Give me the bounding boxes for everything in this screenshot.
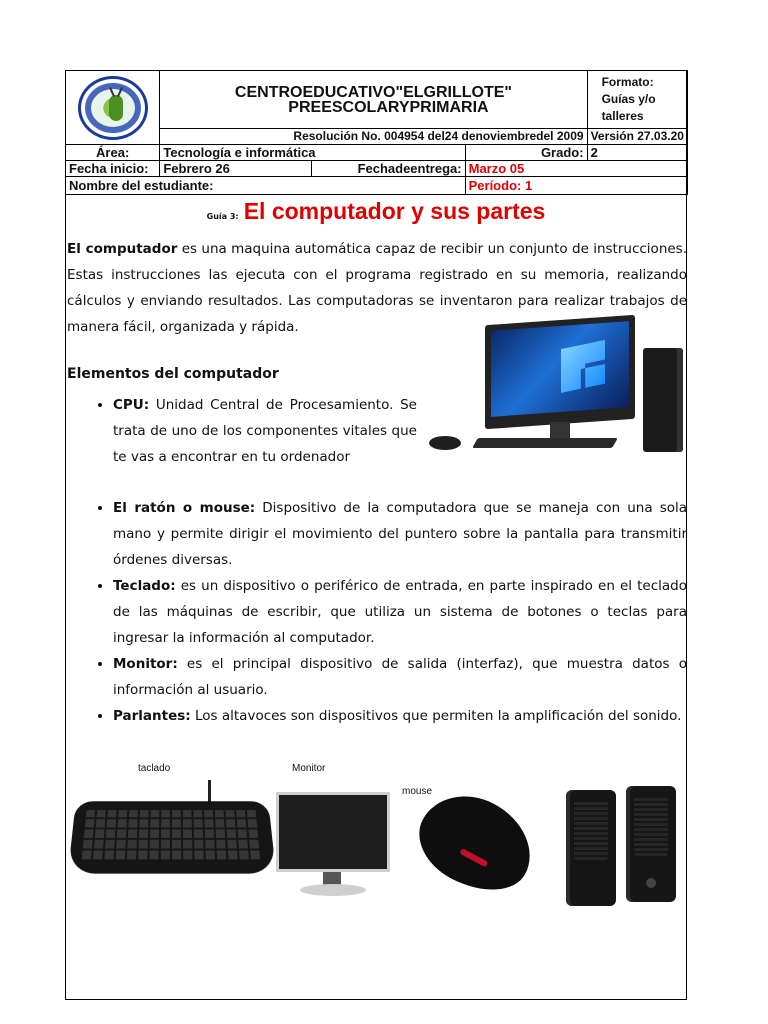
mouse-caption: mouse [402, 786, 433, 797]
guide-title-row [65, 198, 687, 225]
speaker-grill [574, 800, 608, 860]
volume-knob-icon [646, 878, 656, 888]
speakers-term: Parlantes: [113, 708, 191, 724]
monitor-stand-base [300, 884, 366, 896]
list-item-speakers [113, 703, 687, 725]
windows-logo-icon [561, 340, 605, 393]
area-label: Área: [66, 145, 160, 161]
intro-text: es una maquina automática capaz de recibir un conjunto de instrucciones. Estas instrucciones las ejecuta con el programa registrado en su memoria, realizando cálculos y enviando resultados. Las computadoras se inventaron para realizar trabajos de manera fácil, organizada y rápida. [67, 241, 688, 335]
school-logo-cell [66, 71, 160, 145]
page-title: El computador y sus partes [243, 198, 546, 224]
screen-shape [491, 321, 629, 417]
keyboard-image [68, 801, 276, 873]
cpu-tower [643, 348, 683, 452]
monitor-term: Monitor: [113, 656, 178, 672]
grade-label: Grado: [465, 145, 587, 161]
start-date-value: Febrero 26 [160, 161, 312, 177]
cricket-icon [109, 95, 123, 121]
mouse-shape [429, 436, 461, 450]
monitor-caption: Monitor [292, 763, 326, 774]
mouse-text: Dispositivo de la computadora que se maneja con una sola mano y permite dirigir el movimiento del puntero sobre la pantalla para transmitir órdenes diversas. [113, 500, 688, 568]
desktop-computer-image [425, 318, 685, 458]
period-label: Período: 1 [465, 177, 687, 195]
guide-label: Guía 3: [206, 212, 239, 221]
school-name-line2: PREESCOLARYPRIMARIA [288, 98, 489, 116]
keyboard-caption: taclado [138, 763, 171, 774]
keys-pattern [82, 810, 262, 859]
speaker-left-image [566, 790, 616, 906]
start-date-label: Fecha inicio: [66, 161, 160, 177]
section-heading: Elementos del computador [67, 366, 279, 382]
resolution-text: Resolución No. 004954 del24 denoviembredel 2009 [160, 129, 587, 145]
keyboard-text: es un dispositivo o periférico de entrada, en parte inspirado en el teclado de las máquinas de escribir, que utiliza un sistema de botones o teclas para ingresar la información al computador. [113, 578, 687, 646]
monitor-text: es el principal dispositivo de salida (interfaz), que muestra datos o información al usuario. [113, 656, 687, 698]
speaker-right-image [626, 786, 676, 902]
list-item-keyboard [113, 573, 687, 651]
list-item-monitor [113, 651, 687, 703]
element-list-cpu [88, 392, 417, 470]
mouse-term: El ratón o mouse: [113, 500, 256, 516]
mouse-stripe [459, 848, 488, 867]
keyboard-term: Teclado: [113, 578, 176, 594]
speakers-text: Los altavoces son dispositivos que permiten la amplificación del sonido. [190, 708, 682, 724]
cpu-text: Unidad Central de Procesamiento. Se trata de uno de los componentes vitales que te vas a encontrar en tu ordenador [113, 397, 417, 465]
cpu-term: CPU: [113, 397, 150, 413]
intro-term: El computador [67, 241, 178, 257]
element-list [88, 495, 687, 725]
delivery-date-value: Marzo 05 [465, 161, 687, 177]
grade-value: 2 [587, 145, 687, 161]
school-logo [78, 76, 148, 140]
delivery-date-label: Fechadeentrega: [312, 161, 465, 177]
header-table [65, 70, 688, 195]
speaker-grill [634, 796, 668, 856]
list-item-cpu [113, 392, 417, 470]
monitor-shape [485, 315, 635, 429]
version-text: Versión 27.03.20 [587, 129, 687, 145]
school-name-line1: CENTROEDUCATIVO"ELGRILLOTE" [234, 83, 512, 101]
format-label: Formato: Guías y/o talleres [587, 71, 687, 129]
monitor-image [276, 792, 390, 872]
keyboard-shape [472, 438, 618, 448]
student-name-label: Nombre del estudiante: [66, 177, 466, 195]
area-value: Tecnología e informática [160, 145, 465, 161]
list-item-mouse [113, 495, 687, 573]
school-name-cell [160, 71, 587, 129]
